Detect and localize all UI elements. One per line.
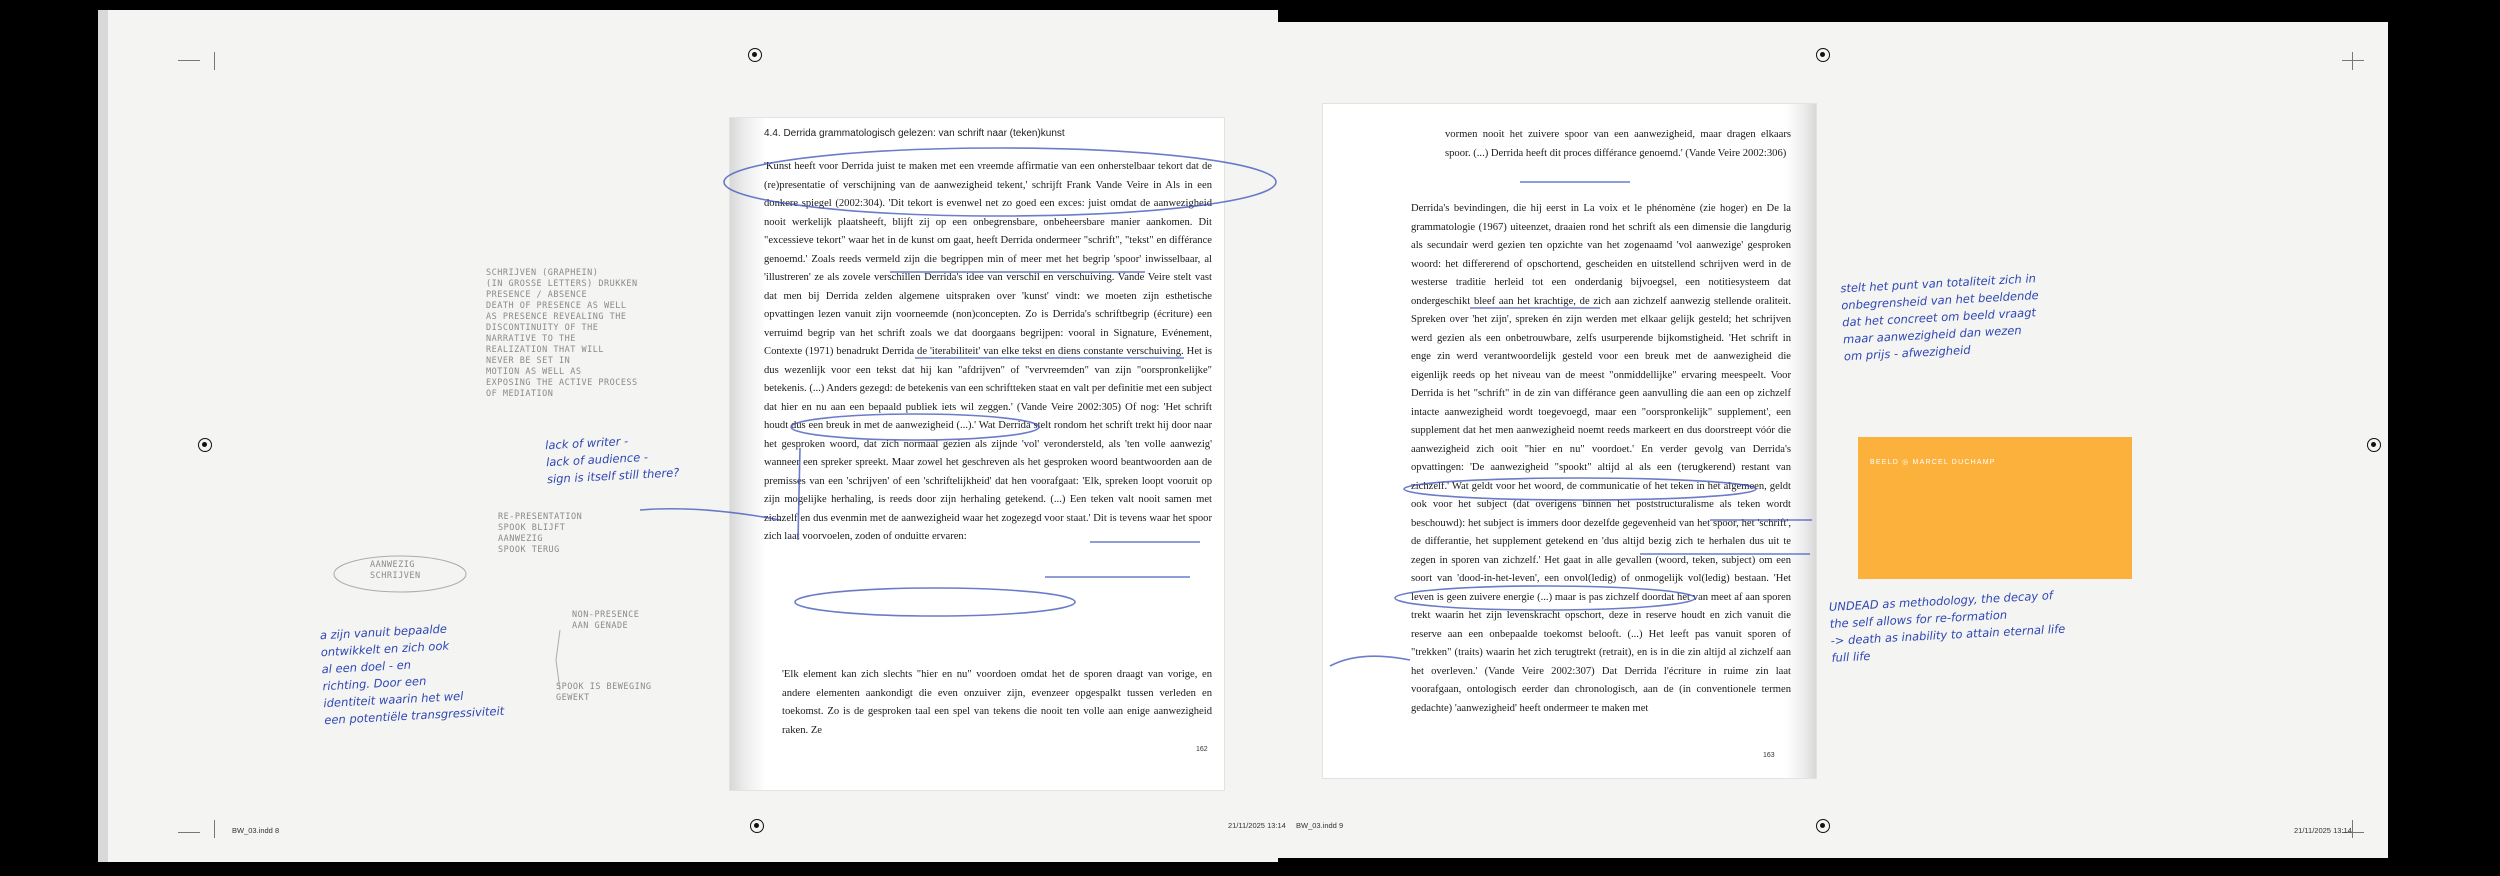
running-head: 4.4. Derrida grammatologisch gelezen: van schrift naar (teken)kunst [764,128,1065,139]
ink-annotation: UNDEAD as methodology, the decay of the self allows for re-formation -> death as inability to attain eternal life full life [1828,588,2066,665]
folio-left: 162 [1196,746,1208,753]
pencil-annotation: RE-PRESENTATION SPOOK BLIJFT AANWEZIG SPOOK TERUG [498,512,583,555]
arrow-line [1330,656,1410,666]
slug-left: BW_03.indd 8 [232,826,280,835]
annotation-loop [724,148,1276,216]
slug-left-date: 21/11/2025 13:14 [1228,821,1286,830]
pencil-annotation: AANWEZIG SCHRIJVEN [370,560,421,581]
folio-right: 163 [1763,752,1775,759]
sticker-label: BEELD ◎ MARCEL DUCHAMP [1870,459,1996,466]
underline [1470,182,1812,554]
annotation-loop [795,588,1075,616]
annotation-loop [1395,586,1695,610]
pencil-annotation: SPOOK IS BEWEGING GEWEKT [556,682,652,703]
ink-annotation: stelt het punt van totaliteit zich in onbegrensheid van het beeldende dat het concreet om beeld vraagt maar aanwezigheid dan wezen om prijs - afwezigheid [1840,271,2040,364]
arrow-line [640,509,780,520]
block-quote: 'Elk element kan zich slechts "hier en nu" voordoen omdat het de sporen draagt van vorige, en andere elementen aankondigt die even onzuiver zijn, evenzeer opgespalkt tussen verleden en toekomst. Zo is de gesproken taal een spel van tekens die nooit ten volle aan enige aanwezigheid raken. Ze [782,669,1212,736]
annotation-loop [791,414,1039,440]
slug-right-date: 21/11/2025 13:14 [2294,826,2352,835]
body-paragraph: Derrida's bevindingen, die hij eerst in La voix et le phénomène (zie hoger) en De la grammatologie (1967) uiteenzet, draaien rond het schrift als een dimensie die langdurig als secundair werd gezien ten opzichte van het zogenaamd 'vol aanwezige' gesproken woord: het differerend of opschortend, gescheiden en uitstellend schrijven werd in de westerse traditie herleid tot een onderdanig bijvoegsel, een notitiesysteem dat ondergeschikt bleef aan het krachtige, de zich aan zichzelf aanwezig stellende oraliteit. Spreken over 'het zijn', spreken én zijn werden met elkaar gelijk gesteld; het schrijven werd gezien als een onbetrouwbare, zelfs usurperende bijkomstigheid. 'Het schrift in enge zin werd verantwoordelijk gesteld voor een breuk met de aanwezigheid die eigenlijk reeds op het niveau van de meest "onmiddellijke" ervaring meespeelt. Voor Derrida is het "schrift" in de zin van différance geen aanvulling die aan een op zichzelf intacte aanwezigheid wordt toegevoegd, maar een "oorspronkelijk" supplement', een supplement dat het men aanwezigheid noemt reeds markeert en dus doorstreept vóór die aanwezigheid zich ooit "hier en nu" voordoet.' En verder gevolg van Derrida's opvattingen: 'De aanwezigheid "spookt" altijd al als een (terugkerend) restant van zichzelf.' Wat geldt voor het woord, de communicatie of het teken in het algemeen, geldt ook voor het subject (dat overigens binnen het poststructuralisme als teken wordt beschouwd): het subject is immers door dezelfde gegevenheid van het spoor, het 'schrift', de differantie, het supplement getekend en 'dus altijd bezig zich te herhalen dus uit te zegen in sporen van zichzelf.' Het gaat in alle gevallen (woord, teken, subject) om een soort van 'dood-in-het-leven', een onvol(ledig) of onmogelijk vol(ledig) bestaan. 'Het leven is geen zuivere energie (...) maar is pas zichzelf doordat het van meet af aan sporen trekt waarin het zijn levenskracht opschort, deze in reserve houdt en zich vanuit die reserve aan een onbepaalde toekomst belooft. (...) Het leeft pas vanuit sporen of "trekken" (traits) waarin het zich terugtrekt (retrait), en is in die zin altijd al zichzelf aan het overleven.' (Vande Veire 2002:307) Dat Derrida l'écriture in ruime zin laat voorafgaan, ontologisch eerder dan chronologisch, aan de (in conventionele termen gedachte) 'aanwezigheid' heeft ondermeer te maken met [1411,203,1791,714]
block-quote-continued: vormen nooit het zuivere spoor van een aanwezigheid, maar dragen elkaars spoor. (...) Derrida heeft dit proces différance genoemd.' (Vande Veire 2002:306) [1445,129,1791,159]
pencil-bracket [556,630,560,690]
pencil-annotation: SCHRIJVEN (GRAPHEIN) (IN GROSSE LETTERS) DRUKKEN PRESENCE / ABSENCE DEATH OF PRESENCE AS WELL AS PRESENCE REVEALING THE DISCONTINUITY OF THE NARRATIVE TO THE REALIZATION THAT WILL NEVER BE SET IN MOTION AS WELL AS EXPOSING THE ACTIVE PROCESS OF MEDIATION [486,268,638,399]
slug-right: BW_03.indd 9 [1296,821,1344,830]
pencil-loop [334,556,466,592]
ink-annotation: lack of writer - lack of audience - sign is itself still there? [544,433,680,487]
ink-annotation: a zijn vanuit bepaalde ontwikkelt en zich ook al een doel - en richting. Door een identiteit waarin het wel een potentiële transgressiviteit [319,621,505,728]
body-paragraph: 'Kunst heeft voor Derrida juist te maken met een vreemde affirmatie van een onherstelbaar tekort dat de (re)presentatie of verschijning van de aanwezigheid tekent,' schrijft Frank Vande Veire in Als in een donkere spiegel (2002:304). 'Dit tekort is evenwel net zo goed een exces: juist omdat de aanwezigheid nooit werkelijk plaatsheeft, blijft zij op een onbegrensbare, onbeheersbare manier aankomen. Dit "excessieve tekort" waar het in de kunst om gaat, heeft Derrida ondermeer "schrift", "tekst" en différance genoemd.' Zoals reeds vermeld zijn die begrippen min of meer met het begrip 'spoor' inwisselbaar, al 'illustreren' ze als zovele verschillen Derrida's idee van verschil en verschuiving. Vande Veire stelt vast dat men bij Derrida zelden algemene uitspraken over 'kunst' vindt: we moeten zijn esthetische opvattingen lezen vanuit zijn voorneemde (non)concepten. Zo is Derrida's schriftbegrip (écriture) een verruimd begrip van het schrift zoals we dat doorgaans begrijpen: vooral in Signature, Evénement, Contexte (1971) benadrukt Derrida de 'iterabiliteit' van elke tekst en diens constante verschuiving. Het is dus wezenlijk voor een tekst dat hij kan "afdrijven" of "vervreemden" van zijn "oorspronkelijke" betekenis. (...) Anders gezegd: de betekenis van een schriftteken staat en valt per definitie met een subject dat hier en nu aan een bepaald publiek iets wil zeggen.' (Vande Veire 2002:305) Of nog: 'Het schrift houdt dus een breuk in met de aanwezigheid (...).' Wat Derrida stelt rondom het schrift trekt hij door naar het gesproken woord, dat zich normaal gezien als zijnde 'vol' verondersteld, als 'ten volle aanwezig' wanneer een spreker spreekt. Maar zowel het geschreven als het gesproken woord beantwoorden aan de premisses van een 'schrijven' of een 'schriftelijkheid' dat hen voorafgaat: 'Elk, spreken loopt vooruit op zijn mogelijke herhaling, is reeds door zijn herhaling getekend. (...) Een teken valt nooit samen met zichzelf en dus evenmin met de aanwezigheid waar het zogezegd voor staat.' Dit is tevens waar het spoor zich laat voorvoelen, zoden of onduitte ervaren: [764,161,1212,542]
margin-line [798,448,800,540]
underline [890,272,1200,577]
annotation-loop [1404,478,1756,500]
pencil-annotation: NON-PRESENCE AAN GENADE [572,610,640,631]
